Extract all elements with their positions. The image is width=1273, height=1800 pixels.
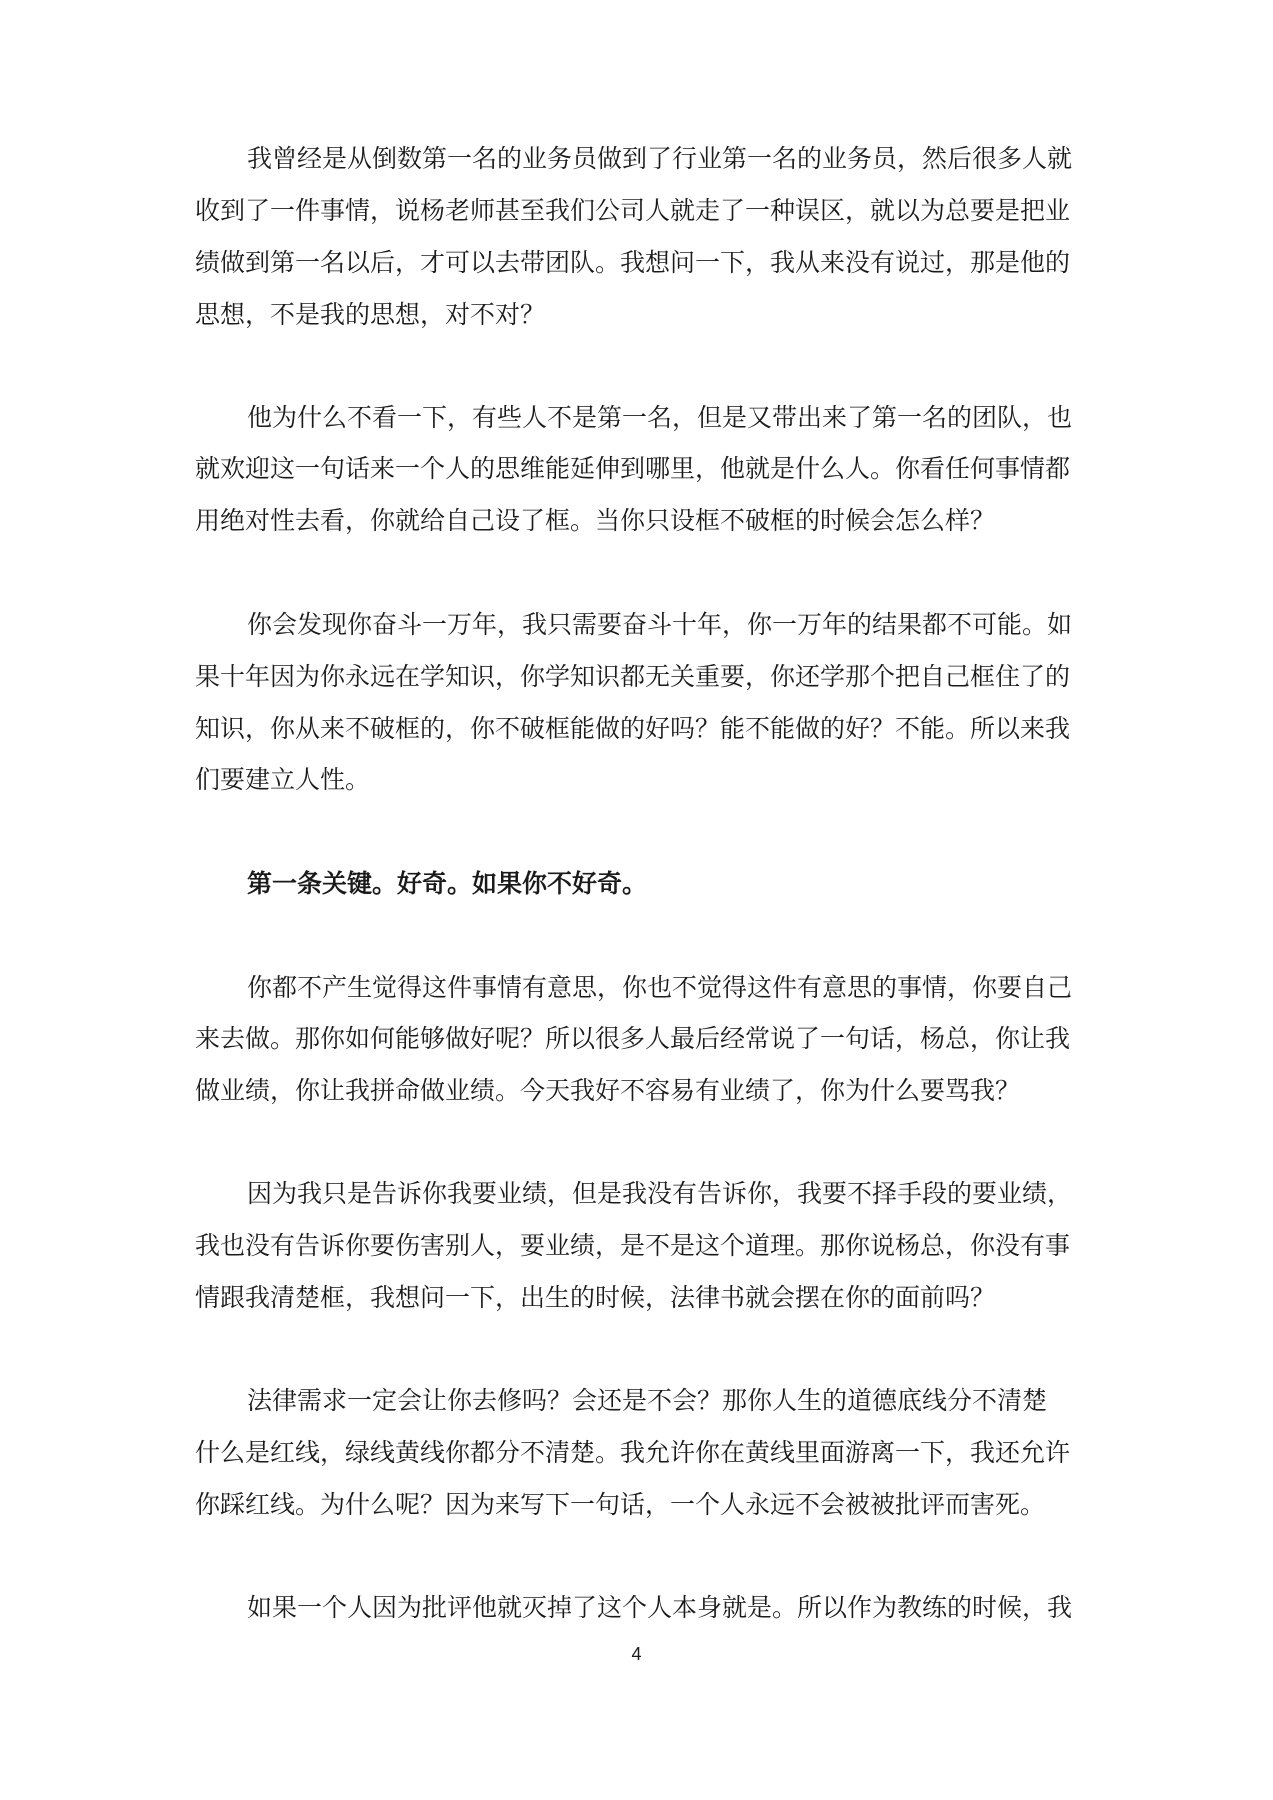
body-line: 果十年因为你永远在学知识，你学知识都无关重要，你还学那个把自己框住了的	[195, 662, 1071, 691]
body-line: 来去做。那你如何能够做好呢？所以很多人最后经常说了一句话，杨总，你让我	[195, 1024, 1071, 1053]
body-line: 就欢迎这一句话来一个人的思维能延伸到哪里，他就是什么人。你看任何事情都	[195, 454, 1071, 483]
body-line: 收到了一件事情，说杨老师甚至我们公司人就走了一种误区，就以为总要是把业	[195, 196, 1071, 225]
body-line: 因为我只是告诉你我要业绩，但是我没有告诉你，我要不择手段的要业绩，	[247, 1179, 1073, 1208]
body-line: 什么是红线，绿线黄线你都分不清楚。我允许你在黄线里面游离一下，我还允许	[195, 1438, 1071, 1467]
body-line: 绩做到第一名以后，才可以去带团队。我想问一下，我从来没有说过，那是他的	[195, 248, 1071, 277]
body-line: 我也没有告诉你要伤害别人，要业绩，是不是这个道理。那你说杨总，你没有事	[195, 1231, 1071, 1260]
body-line: 思想，不是我的思想，对不对？	[195, 300, 546, 329]
body-line: 你踩红线。为什么呢？因为来写下一句话，一个人永远不会被被批评而害死。	[195, 1490, 1046, 1519]
body-line: 知识，你从来不破框的，你不破框能做的好吗？能不能做的好？不能。所以来我	[195, 714, 1071, 743]
body-line: 用绝对性去看，你就给自己设了框。当你只设框不破框的时候会怎么样？	[195, 506, 996, 535]
body-line: 你会发现你奋斗一万年，我只需要奋斗十年，你一万年的结果都不可能。如	[247, 610, 1073, 639]
section-heading: 第一条关键。好奇。如果你不好奇。	[247, 869, 648, 898]
body-line: 法律需求一定会让你去修吗？会还是不会？那你人生的道德底线分不清楚	[247, 1386, 1048, 1415]
body-line: 做业绩，你让我拼命做业绩。今天我好不容易有业绩了，你为什么要骂我？	[195, 1076, 1021, 1105]
body-line: 如果一个人因为批评他就灭掉了这个人本身就是。所以作为教练的时候，我	[247, 1593, 1073, 1622]
page-number: 4	[631, 1644, 642, 1664]
body-line: 他为什么不看一下，有些人不是第一名，但是又带出来了第一名的团队，也	[247, 403, 1073, 432]
body-line: 我曾经是从倒数第一名的业务员做到了行业第一名的业务员，然后很多人就	[247, 144, 1073, 173]
body-line: 你都不产生觉得这件事情有意思，你也不觉得这件有意思的事情，你要自己	[247, 973, 1073, 1002]
body-line: 们要建立人性。	[195, 765, 371, 794]
body-line: 情跟我清楚框，我想问一下，出生的时候，法律书就会摆在你的面前吗？	[195, 1283, 996, 1312]
